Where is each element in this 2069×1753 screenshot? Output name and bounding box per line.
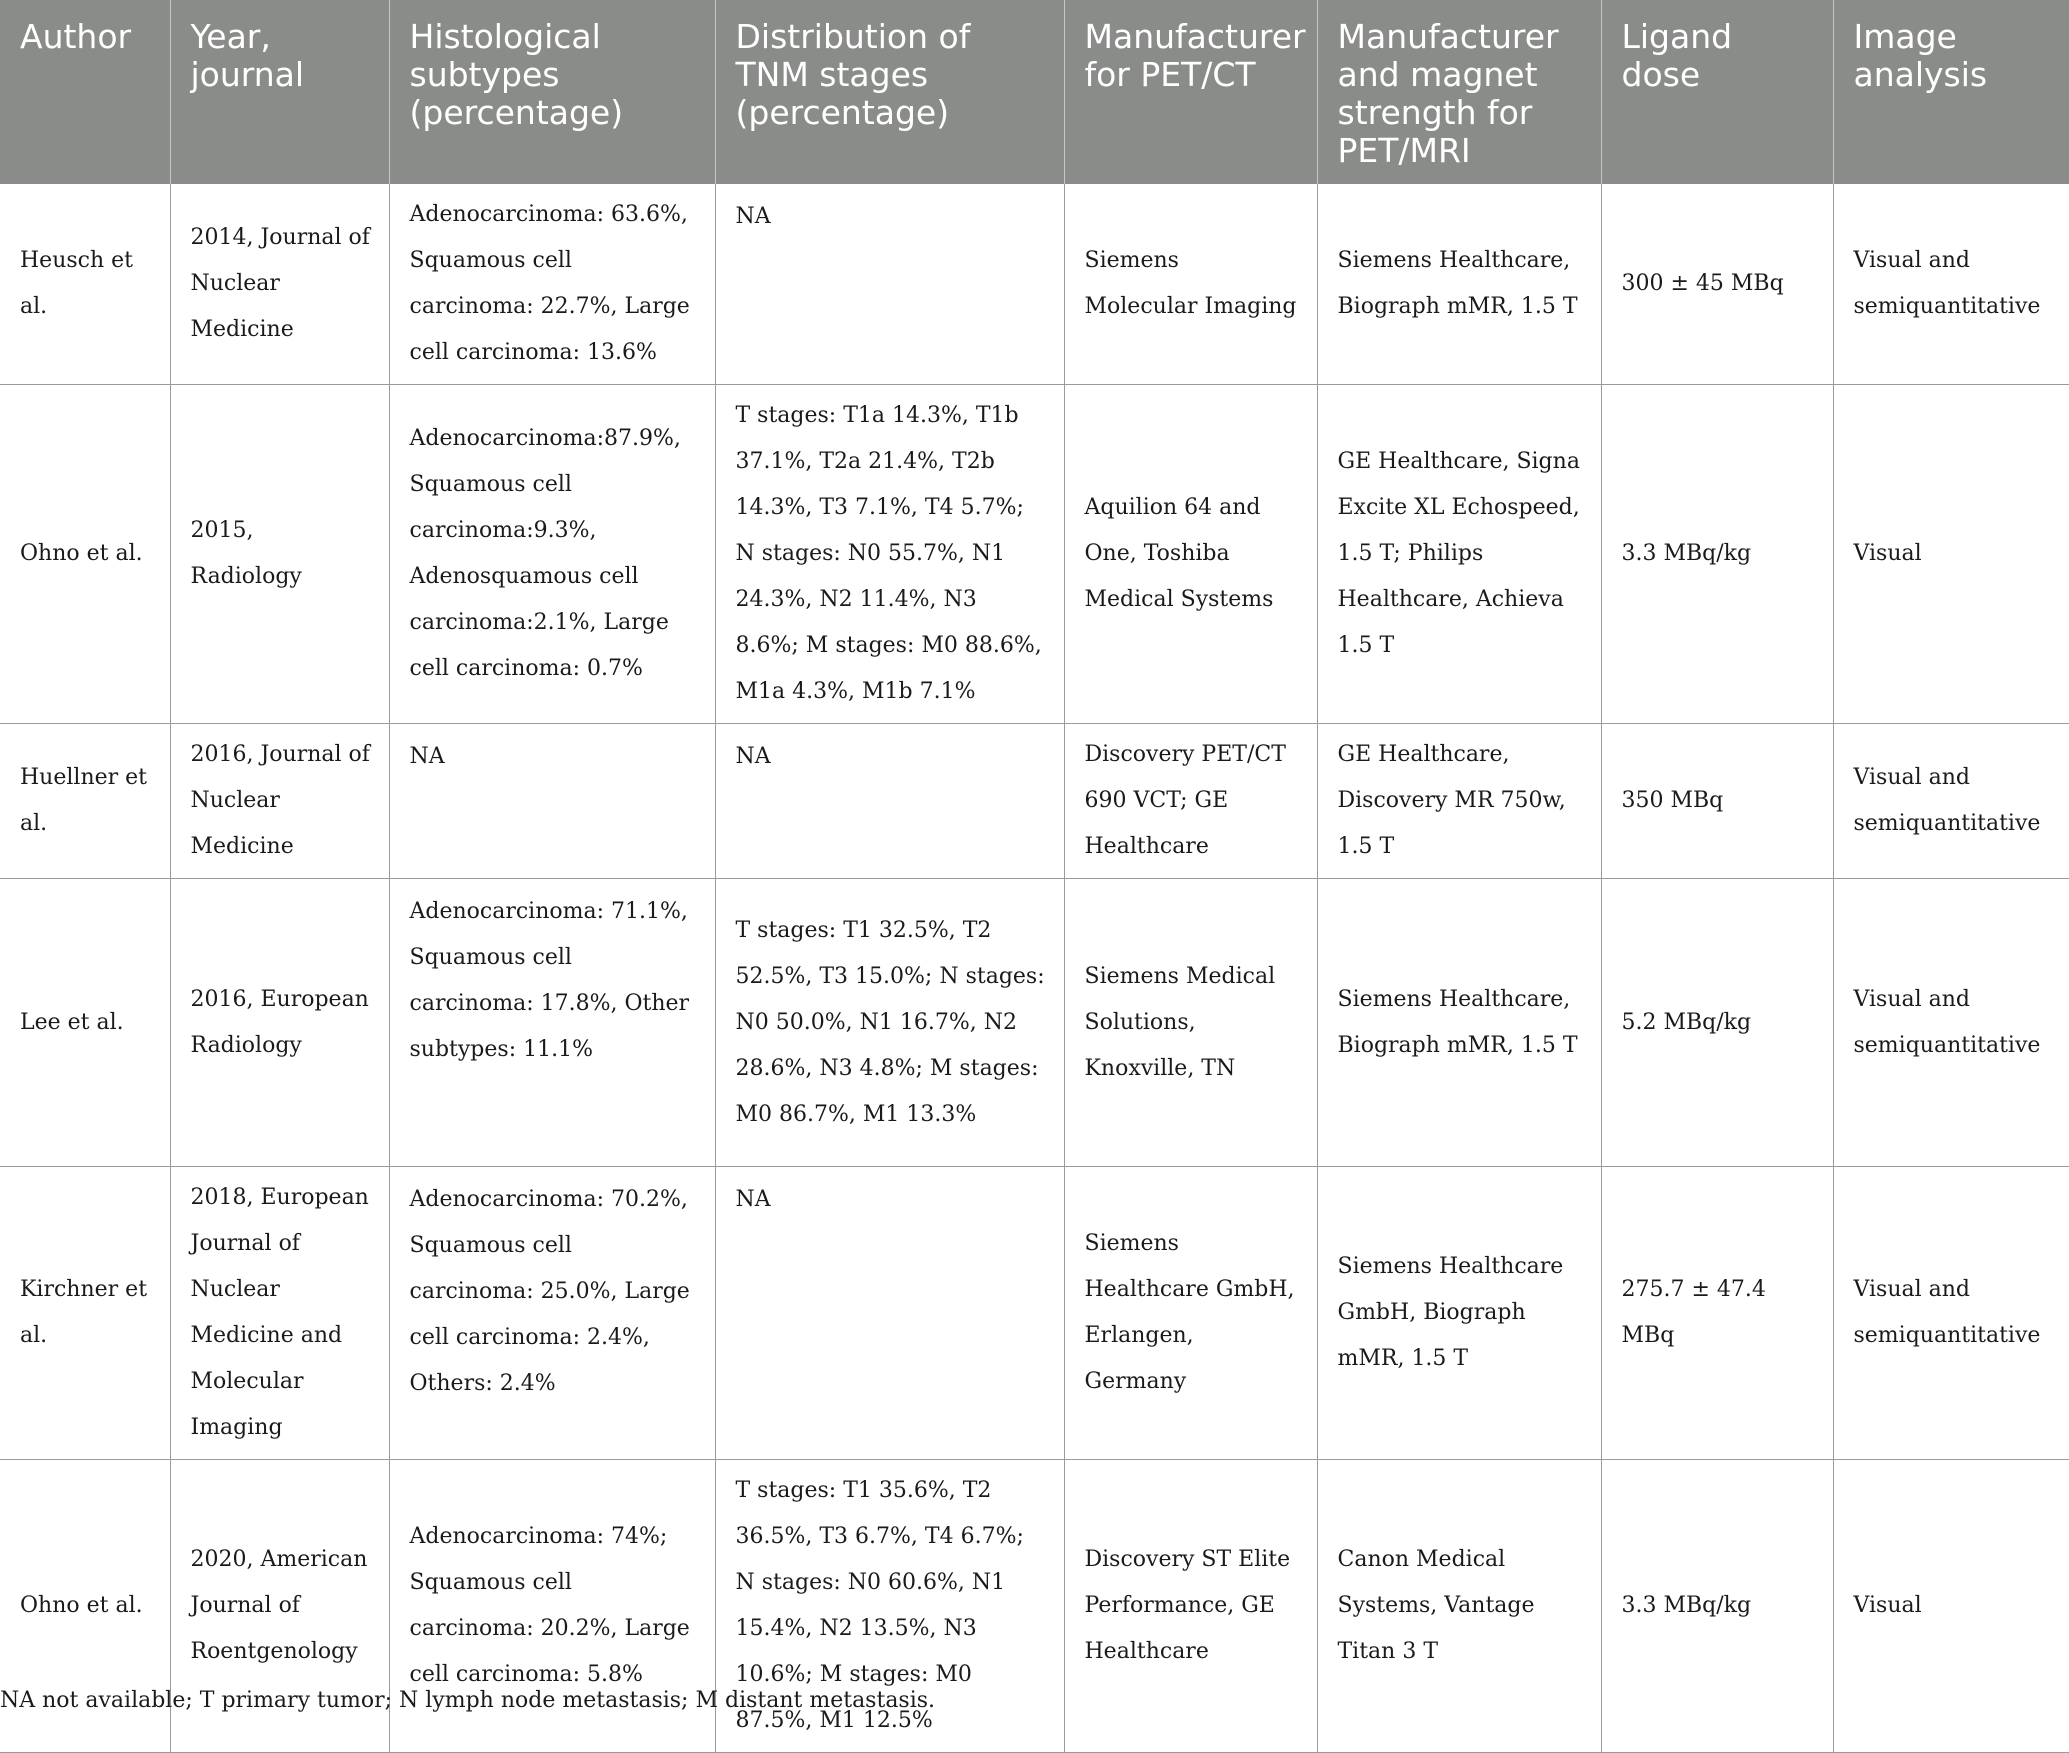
cell-image-analysis: Visual and semiquantitative [1833,184,2069,385]
cell-pet-ct: Siemens Healthcare GmbH, Erlangen, Germany [1064,1167,1317,1460]
cell-pet-mri: GE Healthcare, Signa Excite XL Echospeed, 1.5 T; Philips Healthcare, Achieva 1.5 T [1317,385,1601,724]
cell-pet-ct: Siemens Molecular Imaging [1064,184,1317,385]
cell-pet-mri: Siemens Healthcare, Biograph mMR, 1.5 T [1317,879,1601,1167]
cell-ligand-dose: 3.3 MBq/kg [1601,385,1833,724]
cell-histology: NA [389,724,715,879]
table-body [0,184,2069,1753]
cell-histology: Adenocarcinoma: 74%; Squamous cell carcinoma: 20.2%, Large cell carcinoma: 5.8% [389,1460,715,1753]
header-row [0,0,2069,184]
cell-tnm: T stages: T1 35.6%, T2 36.5%, T3 6.7%, T4 6.7%; N stages: N0 60.6%, N1 15.4%, N2 13.5%, N3 10.6%; M stages: M0 87.5%, M1 12.5% [715,1460,1064,1753]
header-year-journal: Year, journal [170,0,389,184]
cell-histology: Adenocarcinoma: 70.2%, Squamous cell carcinoma: 25.0%, Large cell carcinoma: 2.4%, Others: 2.4% [389,1167,715,1460]
header-ligand-dose: Ligand dose [1601,0,1833,184]
header-pet-mri: Manufacturer and magnet strength for PET/MRI [1317,0,1601,184]
cell-year-journal: 2018, European Journal of Nuclear Medicine and Molecular Imaging [170,1167,389,1460]
cell-author: Ohno et al. [0,385,170,724]
cell-pet-mri: Canon Medical Systems, Vantage Titan 3 T [1317,1460,1601,1753]
cell-ligand-dose: 3.3 MBq/kg [1601,1460,1833,1753]
table-row [0,724,2069,879]
table-row [0,184,2069,385]
cell-histology: Adenocarcinoma: 63.6%, Squamous cell carcinoma: 22.7%, Large cell carcinoma: 13.6% [389,184,715,385]
cell-image-analysis: Visual [1833,385,2069,724]
cell-year-journal: 2020, American Journal of Roentgenology [170,1460,389,1753]
cell-ligand-dose: 300 ± 45 MBq [1601,184,1833,385]
header-pet-ct: Manufacturer for PET/CT [1064,0,1317,184]
cell-image-analysis: Visual and semiquantitative [1833,1167,2069,1460]
cell-histology: Adenocarcinoma:87.9%, Squamous cell carcinoma:9.3%, Adenosquamous cell carcinoma:2.1%, Large cell carcinoma: 0.7% [389,385,715,724]
header-tnm: Distribution of TNM stages (percentage) [715,0,1064,184]
cell-year-journal: 2014, Journal of Nuclear Medicine [170,184,389,385]
cell-pet-mri: GE Healthcare, Discovery MR 750w, 1.5 T [1317,724,1601,879]
cell-year-journal: 2016, Journal of Nuclear Medicine [170,724,389,879]
cell-ligand-dose: 275.7 ± 47.4 MBq [1601,1167,1833,1460]
header-image-analysis: Image analysis [1833,0,2069,184]
cell-tnm: T stages: T1 32.5%, T2 52.5%, T3 15.0%; N stages: N0 50.0%, N1 16.7%, N2 28.6%, N3 4.8%; M stages: M0 86.7%, M1 13.3% [715,879,1064,1167]
header-author: Author [0,0,170,184]
table-row [0,1167,2069,1460]
table-row [0,385,2069,724]
cell-author: Heusch et al. [0,184,170,385]
cell-image-analysis: Visual and semiquantitative [1833,724,2069,879]
cell-author: Huellner et al. [0,724,170,879]
cell-author: Lee et al. [0,879,170,1167]
cell-image-analysis: Visual [1833,1460,2069,1753]
cell-image-analysis: Visual and semiquantitative [1833,879,2069,1167]
cell-pet-ct: Discovery PET/CT 690 VCT; GE Healthcare [1064,724,1317,879]
cell-tnm: NA [715,184,1064,385]
cell-tnm: T stages: T1a 14.3%, T1b 37.1%, T2a 21.4%, T2b 14.3%, T3 7.1%, T4 5.7%; N stages: N0 55.7%, N1 24.3%, N2 11.4%, N3 8.6%; M stages: M0 88.6%, M1a 4.3%, M1b 7.1% [715,385,1064,724]
cell-author: Kirchner et al. [0,1167,170,1460]
cell-ligand-dose: 350 MBq [1601,724,1833,879]
cell-year-journal: 2015, Radiology [170,385,389,724]
cell-pet-mri: Siemens Healthcare GmbH, Biograph mMR, 1.5 T [1317,1167,1601,1460]
header-histology: Histological subtypes (percentage) [389,0,715,184]
cell-ligand-dose: 5.2 MBq/kg [1601,879,1833,1167]
cell-pet-ct: Siemens Medical Solutions, Knoxville, TN [1064,879,1317,1167]
cell-pet-mri: Siemens Healthcare, Biograph mMR, 1.5 T [1317,184,1601,385]
cell-histology: Adenocarcinoma: 71.1%, Squamous cell carcinoma: 17.8%, Other subtypes: 11.1% [389,879,715,1167]
cell-tnm: NA [715,1167,1064,1460]
cell-year-journal: 2016, European Radiology [170,879,389,1167]
cell-author: Ohno et al. [0,1460,170,1753]
cell-pet-ct: Aquilion 64 and One, Toshiba Medical Systems [1064,385,1317,724]
table-footnote: NA not available; T primary tumor; N lymph node metastasis; M distant metastasis. [0,1688,936,1713]
table-header [0,0,2069,184]
cell-tnm: NA [715,724,1064,879]
table-row [0,879,2069,1167]
cell-pet-ct: Discovery ST Elite Performance, GE Healthcare [1064,1460,1317,1753]
